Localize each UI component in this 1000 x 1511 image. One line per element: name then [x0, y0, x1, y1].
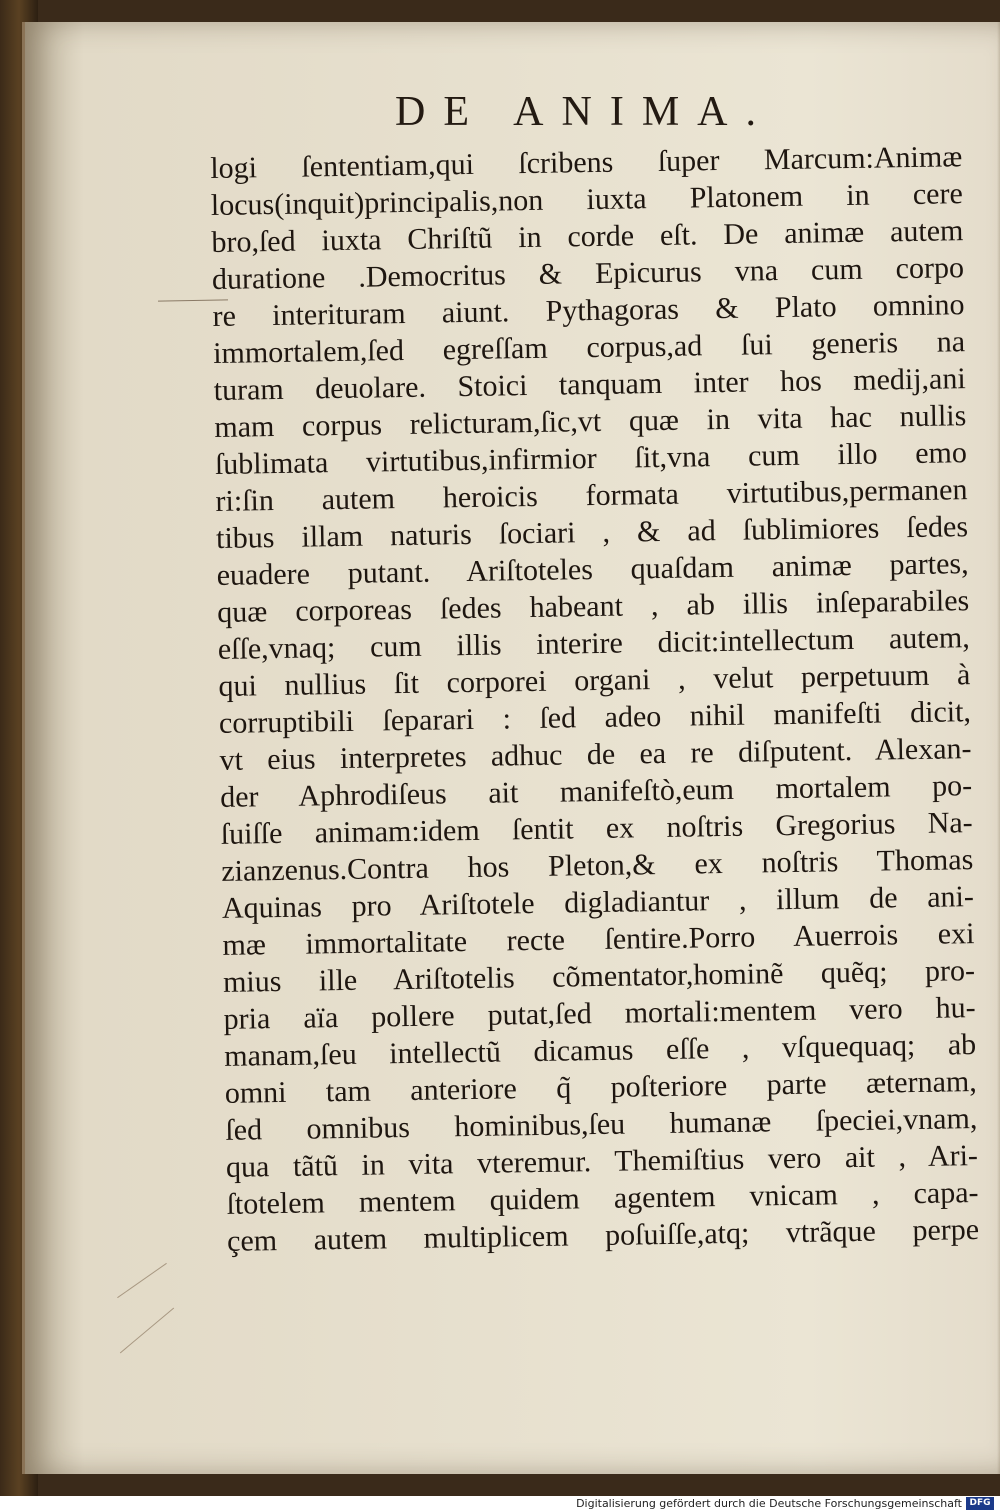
page-text-block — [210, 138, 979, 1260]
text-line: omni tam anteriore q̃ poſteriore parte æternam, — [224, 1065, 977, 1110]
text-line: vt eius interpretes adhuc de ea re diſputent. Alexan- — [219, 732, 972, 777]
text-line: mam corpus relicturam,ſic,vt quæ in vita hac nullis — [214, 399, 967, 444]
text-line: ri:ſin autem heroicis formata virtutibus,permanen — [215, 473, 968, 518]
text-line: quæ corporeas ſedes habeant , ab illis inſeparabiles — [217, 584, 970, 629]
dfg-logo: DFG — [966, 1497, 994, 1510]
text-line: manam,ſeu intellectũ dicamus eſſe , vſquequaq; ab — [223, 1028, 977, 1073]
text-line: zianzenus.Contra hos Pleton,& ex noſtris Thomas — [221, 843, 974, 888]
text-line: re interituram aiunt. Pythagoras & Plato omnino — [212, 288, 965, 333]
text-line: corruptibili ſeparari : ſed adeo nihil manifeſti dicit, — [218, 695, 972, 740]
text-line: euadere putant. Ariſtoteles quaſdam animæ partes, — [216, 547, 969, 592]
text-line: ſtotelem mentem quidem agentem vnicam , capa- — [226, 1176, 979, 1221]
footer-bar — [0, 1496, 1000, 1511]
text-line: mæ immortalitate recte ſentire.Porro Auerrois exi — [222, 917, 975, 962]
text-line: eſſe,vnaq; cum illis interire dicit:intellectum autem, — [217, 621, 971, 666]
text-line: pria aïa pollere putat,ſed mortali:mentem vero hu- — [223, 991, 976, 1036]
text-line: der Aphrodiſeus ait manifeſtò,eum mortalem po- — [219, 769, 973, 814]
text-line: turam deuolare. Stoici tanquam inter hos medij,ani — [213, 362, 966, 407]
running-head: DE ANIMA. — [395, 89, 774, 135]
text-line: immortalem,ſed egreſſam corpus,ad ſui generis na — [212, 325, 966, 370]
text-line: mius ille Ariſtotelis cõmentator,hominẽ quẽq; pro- — [222, 954, 976, 999]
text-line: Aquinas pro Ariſtotele digladiantur , illum de ani- — [221, 880, 975, 925]
text-line: qua tãtũ in vita vteremur. Themiſtius vero ait , Ari- — [225, 1139, 979, 1184]
text-line: ſublimata virtutibus,infirmior ſit,vna cum illo emo — [214, 436, 968, 481]
text-line: çem autem multiplicem poſuiſſe,atq; vtrãque perpe — [226, 1213, 980, 1258]
digitization-credit: Digitalisierung gefördert durch die Deutsche Forschungsgemeinschaft — [576, 1497, 962, 1510]
text-line: ſed omnibus hominibus,ſeu humanæ ſpeciei,vnam, — [225, 1102, 978, 1147]
text-line: ſuiſſe animam:idem ſentit ex noſtris Gregorius Na- — [220, 806, 973, 851]
text-line: duratione .Democritus & Epicurus vna cum corpo — [211, 251, 965, 296]
text-line: tibus illam naturis ſociari , & ad ſublimiores ſedes — [215, 510, 969, 555]
text-line: locus(inquit)principalis,non iuxta Platonem in cere — [210, 177, 964, 222]
text-line: qui nullius ſit corporei organi , velut perpetuum à — [218, 658, 971, 703]
text-line: logi ſententiam,qui ſcribens ſuper Marcum:Animæ — [210, 140, 963, 185]
text-line: bro,ſed iuxta Chriſtũ in corde eſt. De animæ autem — [211, 214, 964, 259]
